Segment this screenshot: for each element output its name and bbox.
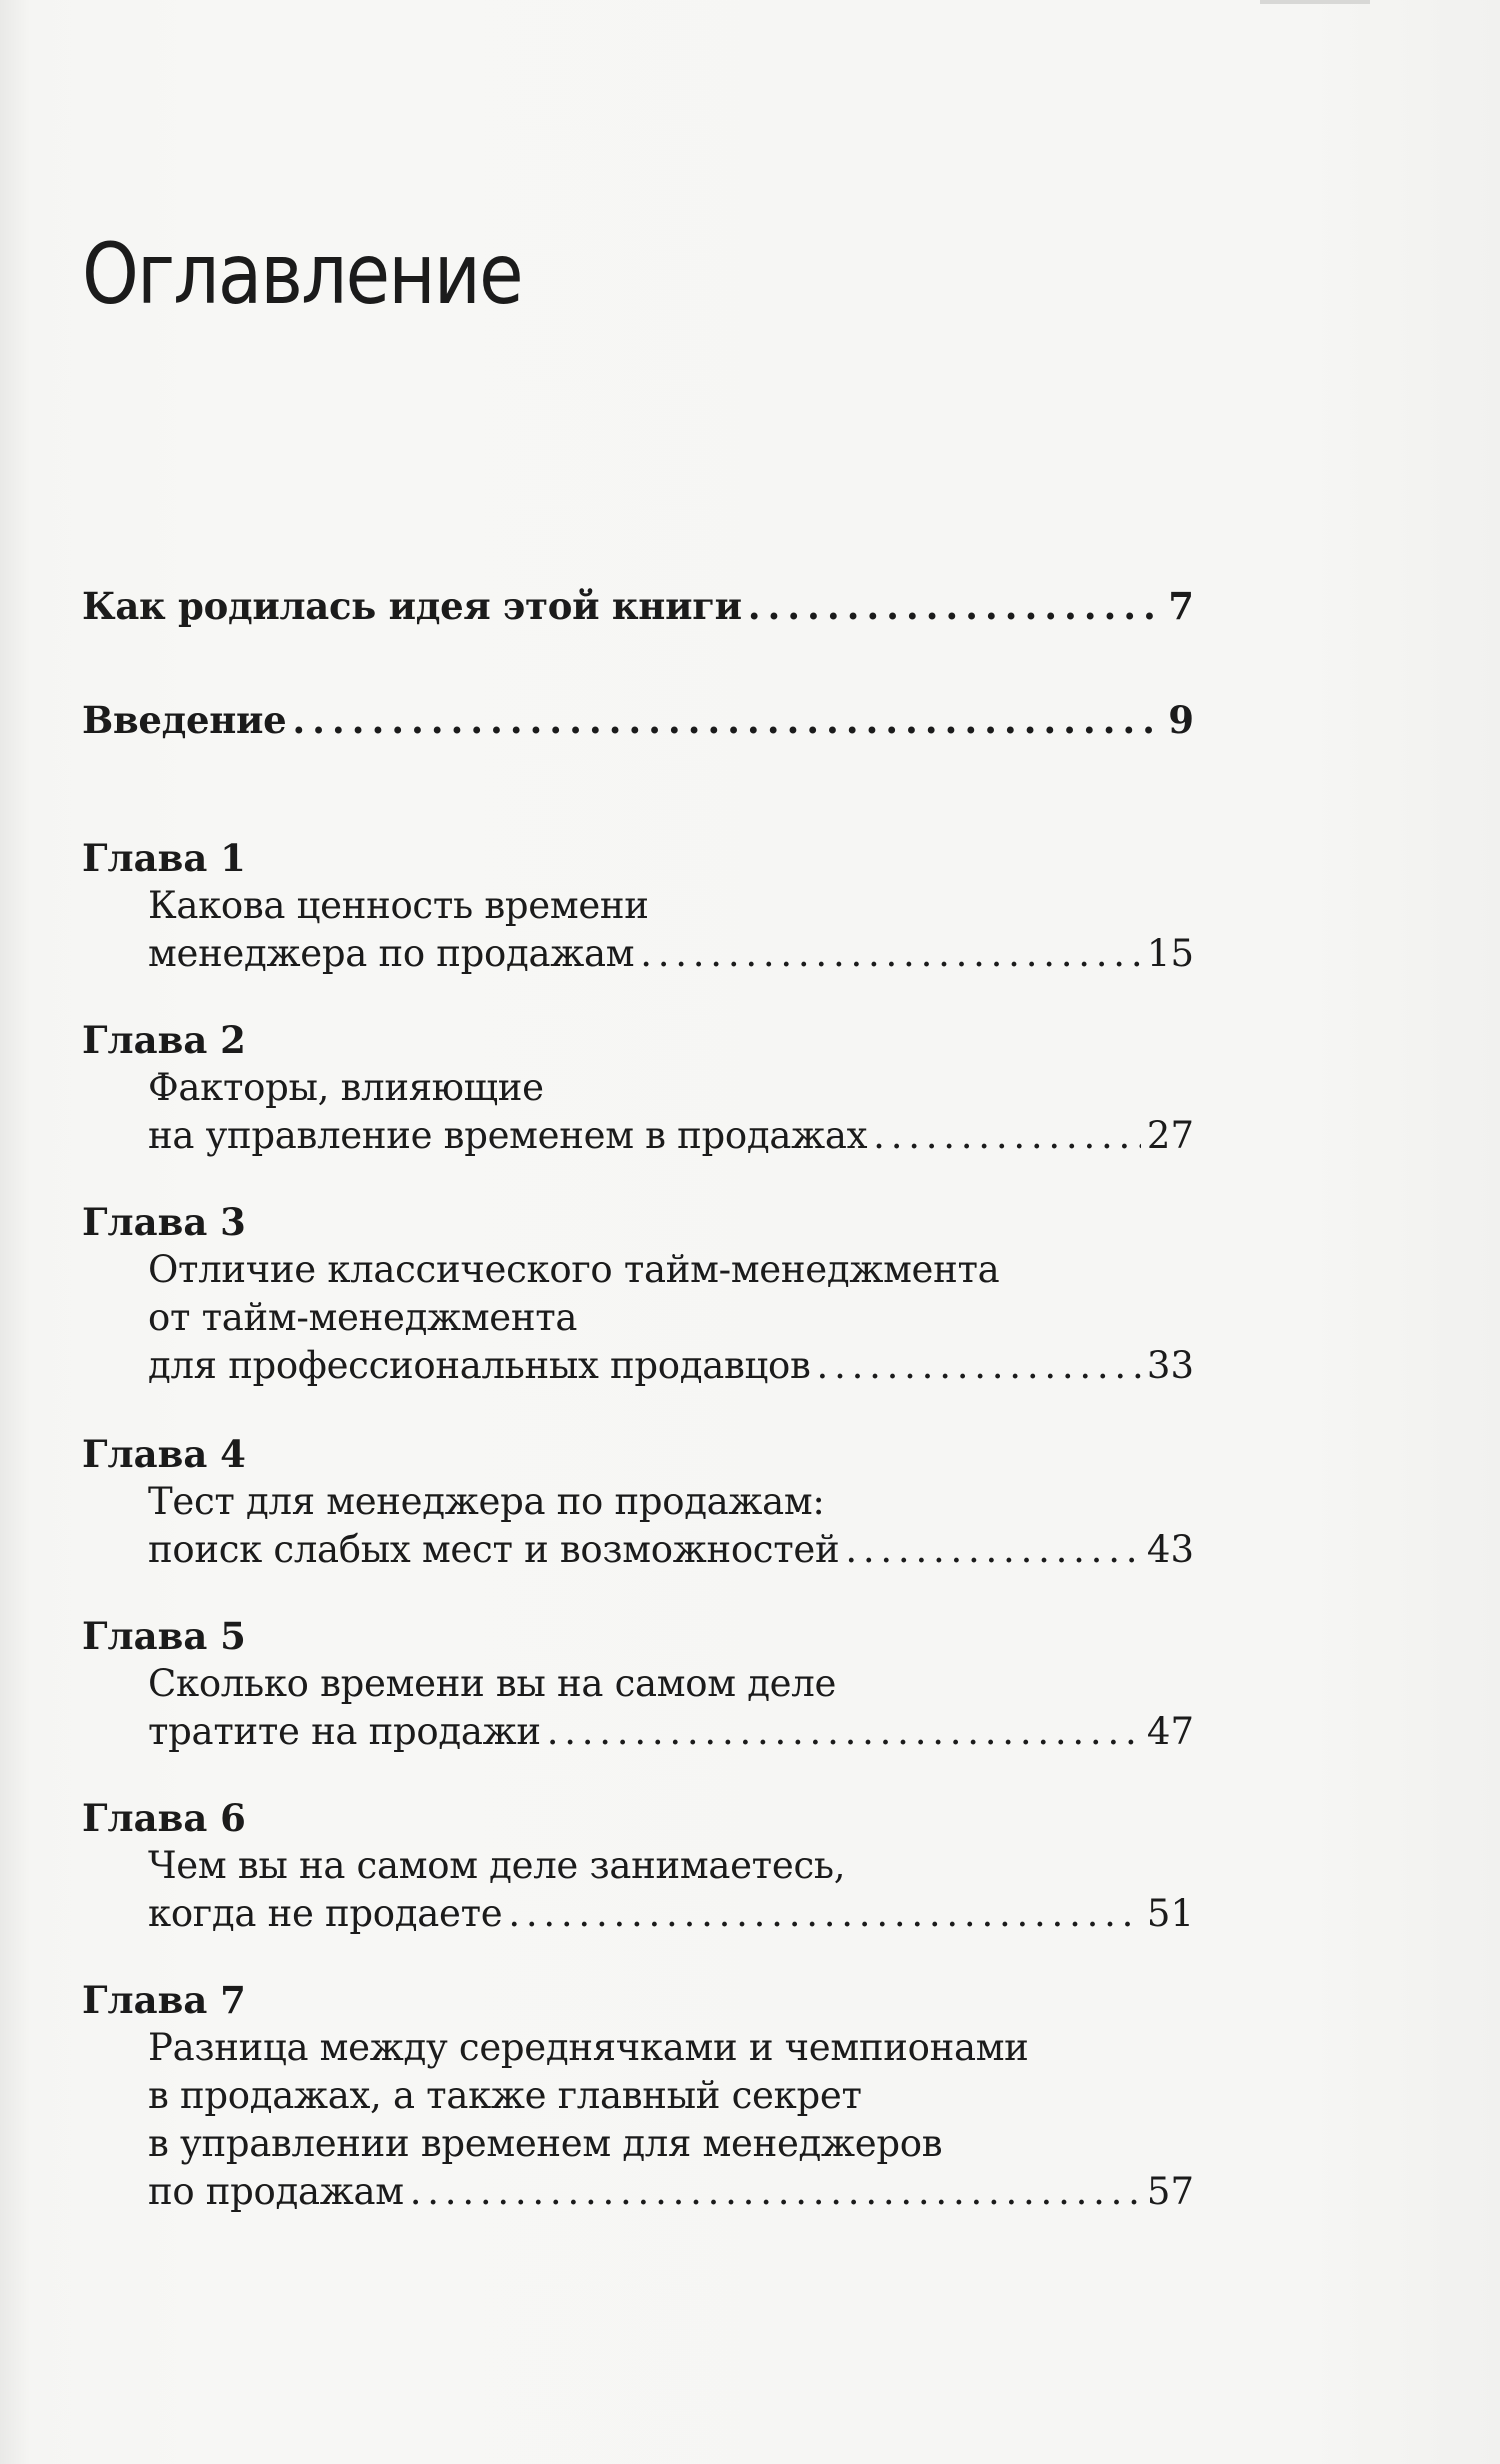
chapter-title-line: от тайм-менеджмента: [148, 1296, 578, 1339]
toc-chapter-5: [82, 1612, 1194, 1756]
leader-dots: [508, 1890, 1141, 1938]
toc-chapter-3: [82, 1198, 1194, 1390]
chapter-label: Глава 7: [82, 1978, 246, 2022]
chapter-label: Глава 6: [82, 1796, 246, 1840]
toc-page-number: 43: [1146, 1528, 1194, 1571]
toc-chapter-4: [82, 1430, 1194, 1574]
chapter-label: Глава 4: [82, 1432, 246, 1476]
toc-entry-label: Как родилась идея этой книги: [82, 584, 742, 628]
toc-entry-introduction: [82, 696, 1194, 744]
chapter-title-line: поиск слабых мест и возможностей: [148, 1528, 840, 1571]
chapter-title-line: Какова ценность времени: [148, 884, 649, 927]
chapter-title-line: менеджера по продажам: [148, 932, 635, 975]
toc-chapter-6: [82, 1794, 1194, 1938]
chapter-title-line: Факторы, влияющие: [148, 1066, 544, 1109]
toc-page-number: 9: [1168, 698, 1194, 742]
toc-chapter-7: [82, 1976, 1194, 2216]
chapter-label: Глава 5: [82, 1614, 246, 1658]
chapter-label: Глава 3: [82, 1200, 246, 1244]
toc-entry-label: Введение: [82, 698, 287, 742]
toc-page-number: 7: [1168, 584, 1194, 628]
toc-chapter-1: [82, 834, 1194, 978]
chapter-title-line: Разница между середнячками и чемпионами: [148, 2026, 1029, 2069]
toc-page-number: 51: [1146, 1892, 1194, 1935]
leader-dots: [845, 1526, 1141, 1574]
chapter-title-line: по продажам: [148, 2170, 404, 2213]
chapter-title-line: для профессиональных продавцов: [148, 1344, 811, 1387]
leader-dots: [547, 1708, 1141, 1756]
leader-dots: [817, 1342, 1141, 1390]
leader-dots: [873, 1112, 1141, 1160]
toc-page-number: 47: [1146, 1710, 1194, 1753]
toc-chapter-2: [82, 1016, 1194, 1160]
toc-page-number: 57: [1146, 2170, 1194, 2213]
page-title: Оглавление: [82, 225, 522, 323]
chapter-title-line: на управление временем в продажах: [148, 1114, 868, 1157]
leader-dots: [640, 930, 1141, 978]
chapter-title-line: Сколько времени вы на самом деле: [148, 1662, 837, 1705]
chapter-title-line: Тест для менеджера по продажам:: [148, 1480, 825, 1523]
show-through-decoration: [1060, 240, 1360, 280]
chapter-title-line: в продажах, а также главный секрет: [148, 2074, 862, 2117]
chapter-title-line: тратите на продажи: [148, 1710, 541, 1753]
leader-dots: [292, 696, 1162, 744]
chapter-title-line: когда не продаете: [148, 1892, 503, 1935]
toc-page-number: 33: [1146, 1344, 1194, 1387]
chapter-label: Глава 2: [82, 1018, 246, 1062]
page-edge-mark: [1260, 0, 1370, 4]
toc-page-number: 27: [1146, 1114, 1194, 1157]
leader-dots: [410, 2168, 1141, 2216]
chapter-title-line: Чем вы на самом деле занимаетесь,: [148, 1844, 846, 1887]
chapter-label: Глава 1: [82, 836, 246, 880]
toc-page-number: 15: [1146, 932, 1194, 975]
chapter-title-line: Отличие классического тайм-менеджмента: [148, 1248, 1000, 1291]
leader-dots: [748, 582, 1162, 630]
chapter-title-line: в управлении временем для менеджеров: [148, 2122, 943, 2165]
toc-entry-intro-story: [82, 582, 1194, 630]
